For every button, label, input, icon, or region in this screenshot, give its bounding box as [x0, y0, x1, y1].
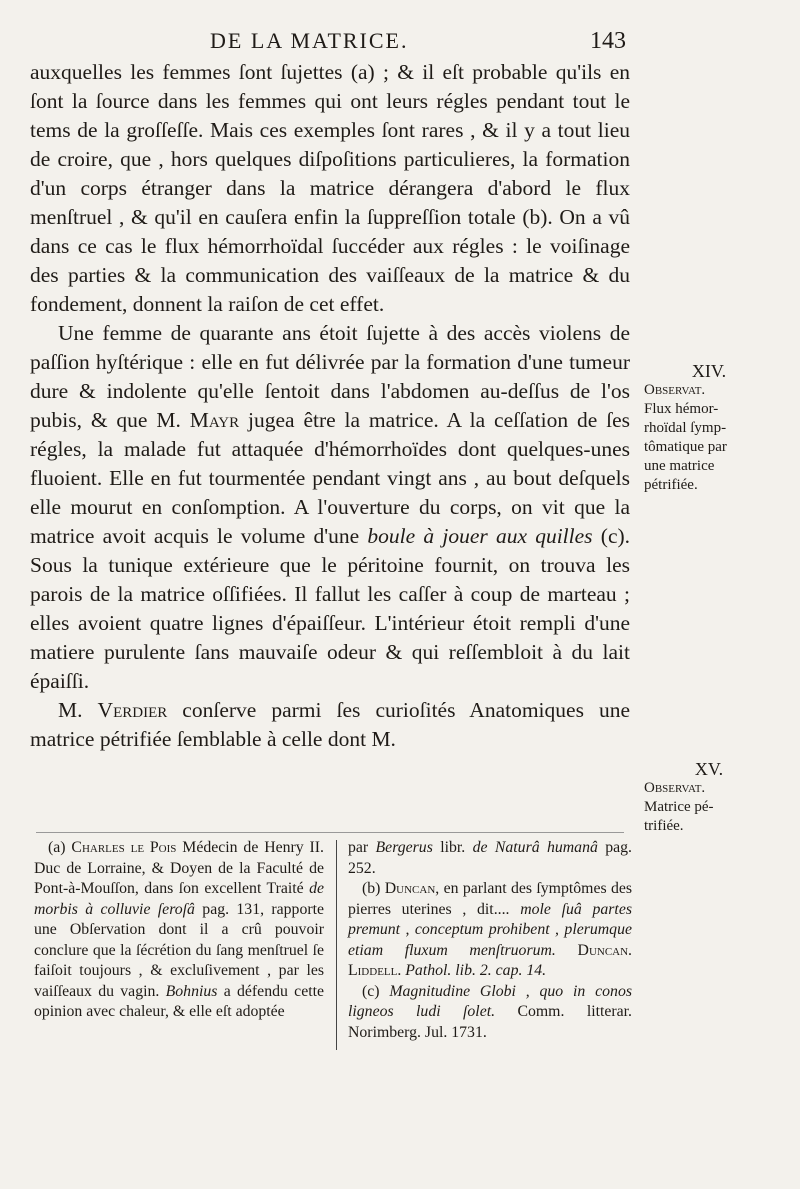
footnote-a-continued: [348, 838, 632, 879]
footnote-italic: de morbis à colluvie ſeroſâ: [34, 880, 324, 918]
main-text: [30, 58, 630, 754]
paragraph-3-part-a: M.: [58, 698, 83, 722]
footnote-marker: (b): [362, 880, 381, 897]
footnote-author: Duncan: [384, 880, 436, 897]
margin-note-line: tômatique par: [644, 439, 727, 455]
paragraph-1: auxquelles les femmes ſont ſujettes (a) ; & il eſt probable qu'ils en ſont la ſource dans les femmes qui ont leurs régles pendant tout le tems de la groſſeſſe. Mais ces exemples ſont rares , & il y a tout lieu de croire, que , hors quelques diſpoſitions particulieres, la formation d'un corps étranger dans la matrice dérangera d'abord le flux menſtruel , & qu'il en cauſera enfin la ſuppreſſion totale (b). On a vû dans ce cas le flux hémorrhoïdal ſuccéder aux régles : le voiſinage des parties & la communication des vaiſſeaux de la matrice & du fondement, donnent la raiſon de cet effet.: [30, 60, 630, 316]
margin-note-line: Flux hémor-: [644, 401, 719, 417]
paragraph-2: [30, 319, 630, 696]
footnote-column-right: [348, 838, 632, 1043]
paragraph-2-part-c: (c). Sous la tunique extérieure que le péritoine fournit, on trouva les parois de la matrice oſſifiées. Il fallut les caſſer à coup de marteau ; elles avoient quatre lignes d'épaiſſeur. L'intérieur étoit rempli d'une matiere purulente ſans mauvaiſe odeur & qui reſſembloit à du lait épaiſſi.: [30, 524, 631, 693]
margin-note-line: une matrice: [644, 458, 715, 474]
footnote-b: [348, 879, 632, 982]
margin-note-line: Observat.: [644, 780, 706, 796]
page-header: [30, 28, 630, 56]
footnote-italic: Magnitudine Globi , quo in conos ligneos ludi ſolet.: [348, 982, 632, 1020]
paragraph-2-part-b: jugea être la matrice. A la ceſſation de ſes régles, la malade fut attaquée d'hémorrhoïdes dont quelques-unes fluoient. Elle en fut tourmentée pendant vingt ans , au bout deſquels elle mourut en conſomption. A l'ouverture du corps, on vit que la matrice avoit acquis le volume d'une: [30, 408, 630, 548]
margin-note-xv: [644, 760, 774, 836]
margin-note-xiv: [644, 362, 774, 495]
footnote-text: libr.: [440, 839, 466, 856]
footnote-column-divider: [336, 840, 337, 1050]
footnote-author: Charles le Pois: [71, 839, 177, 856]
footnote-rule: [36, 832, 624, 833]
footnote-marker: (a): [48, 839, 66, 856]
paragraph-3: [30, 696, 630, 754]
paragraph-2-part-a: Une femme de quarante ans étoit ſujette à des accès violens de paſſion hyſtérique : elle en fut délivrée par la formation d'une tumeur dure & indolente qu'elle ſentoit dans l'abdomen au-deſſus de l'os pubis, & que M.: [30, 321, 630, 432]
margin-note-line: rhoïdal ſymp-: [644, 420, 727, 436]
footnote-text: Médecin de Henry II. Duc de Lorraine, & Doyen de la Faculté de Pont-à-Mouſſon, dans ſon excellent Traité: [34, 839, 325, 897]
margin-note-line: Matrice pé-: [644, 799, 714, 815]
footnote-text: pag. 252.: [348, 839, 633, 877]
margin-note-line: trifiée.: [644, 818, 684, 834]
footnote-column-left: [34, 838, 324, 1023]
page-number: 143: [590, 28, 626, 54]
footnote-italic: mole ſuâ partes premunt , conceptum prohibent , plerumque etiam fluxum menſtruorum.: [348, 900, 632, 959]
margin-note-line: pétrifiée.: [644, 477, 698, 493]
footnote-italic: Bohnius: [165, 982, 218, 1000]
running-title: DE LA MATRICE.: [210, 28, 409, 53]
paragraph-2-italic: boule à jouer aux quilles: [367, 524, 593, 548]
footnote-marker: (c): [362, 982, 380, 1000]
margin-note-title: XIV.: [691, 361, 727, 381]
footnote-italic: Pathol. lib. 2. cap. 14.: [405, 962, 547, 979]
margin-note-line: Observat.: [644, 382, 706, 398]
footnote-text: par: [348, 839, 369, 856]
footnote-a: [34, 838, 324, 1023]
footnote-text: a défendu cette opinion avec chaleur, & elle eſt adoptée: [34, 982, 324, 1020]
paragraph-3-part-b: conſerve parmi ſes curioſités Anatomiques une matrice pétrifiée ſemblable à celle dont M.: [30, 698, 631, 751]
margin-note-title: XV.: [694, 759, 724, 779]
person-name-mayr: Mayr: [189, 408, 240, 432]
footnote-italic: de Naturâ humanâ: [472, 839, 598, 856]
footnote-reference: Duncan. Liddell.: [348, 941, 633, 979]
footnote-c: [348, 982, 632, 1044]
footnote-text: pag. 131, rapporte une Obſervation dont il a crû pouvoir conclure que la ſécrétion du ſang menſtruel ſe faiſoit toujours , & excluſivement , par les vaiſſeaux du vagin.: [34, 900, 325, 1000]
footnote-text: Comm. litterar. Norimberg. Jul. 1731.: [348, 1003, 632, 1041]
person-name-verdier: Verdier: [97, 698, 168, 722]
footnote-text: , en parlant des ſymptômes des pierres uterines , dit....: [348, 880, 632, 918]
footnote-italic: Bergerus: [375, 839, 433, 856]
